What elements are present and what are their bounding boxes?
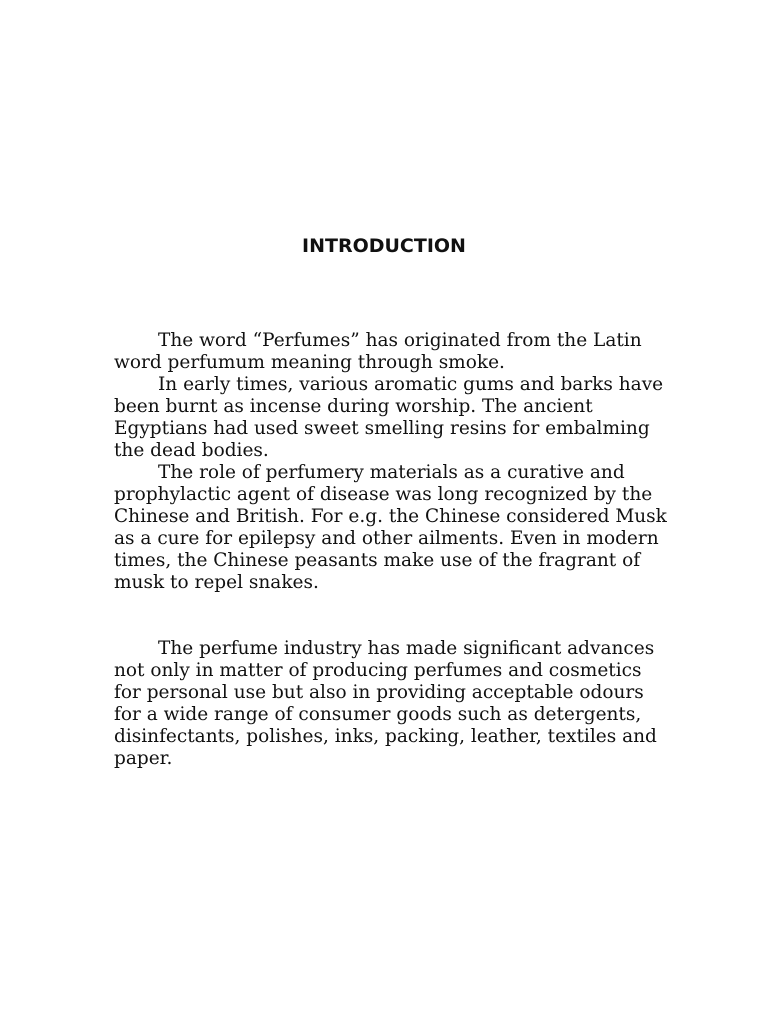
page-title: INTRODUCTION — [302, 235, 466, 257]
body-section-2 — [114, 638, 674, 770]
body-section-1 — [114, 330, 674, 594]
paragraph-4: The perfume industry has made significant advances not only in matter of producing perfumes and cosmetics for personal use but also in providing acceptable odours for a wide range of consumer goods such as detergents, disinfectants, polishes, inks, packing, leather, textiles and paper. — [114, 638, 657, 769]
paragraph-3: The role of perfumery materials as a curative and prophylactic agent of disease was long recognized by the Chinese and British. For e.g. the Chinese considered Musk as a cure for epilepsy and other ailments. Even in modern times, the Chinese peasants make use of the fragrant of musk to repel snakes. — [114, 462, 667, 593]
paragraph-1: The word “Perfumes” has originated from the Latin word perfumum meaning through smoke. — [114, 330, 642, 373]
paragraph-2: In early times, various aromatic gums and barks have been burnt as incense during worship. The ancient Egyptians had used sweet smelling resins for embalming the dead bodies. — [114, 374, 664, 461]
